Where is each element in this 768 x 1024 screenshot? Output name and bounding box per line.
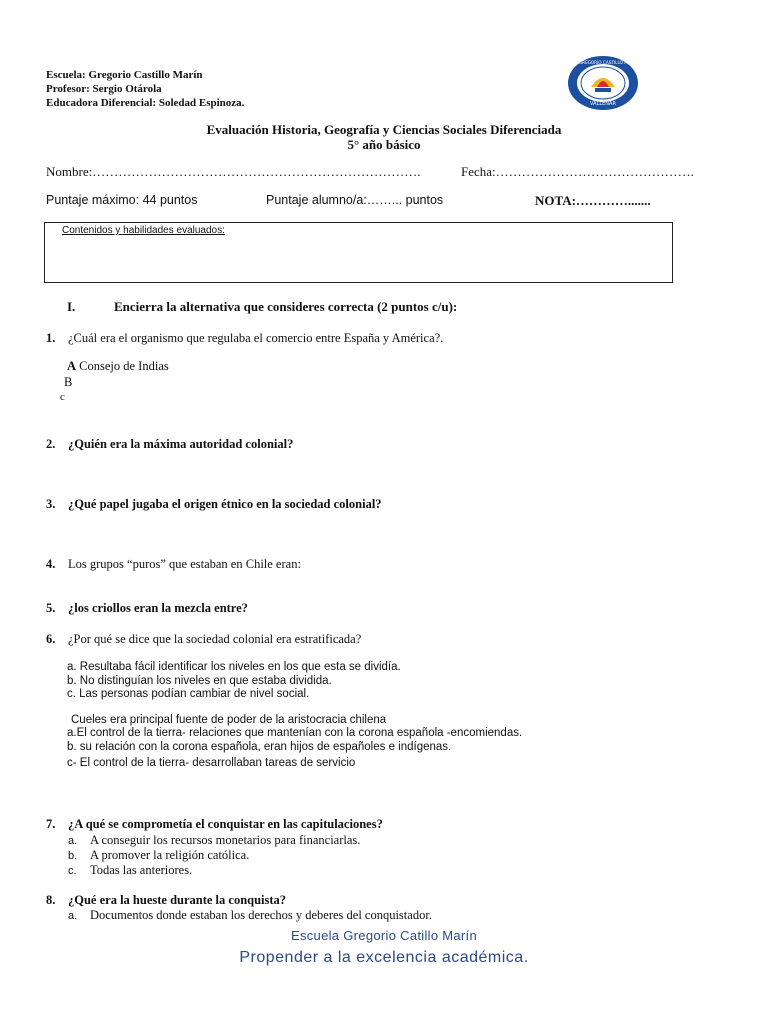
q1-option-c[interactable]: c	[60, 391, 65, 403]
contents-box	[44, 222, 673, 283]
question-8: 8. ¿Qué era la hueste durante la conquista?	[46, 893, 287, 907]
extra-option-a[interactable]: a.El control de la tierra- relaciones que mantenían con la corona española -encomiendas.	[67, 727, 523, 739]
section-instruction: Encierra la alternativa que consideres correcta (2 puntos c/u):	[114, 299, 458, 314]
grade-field[interactable]: NOTA:………….......	[535, 193, 651, 208]
q1-option-b[interactable]: B	[64, 375, 73, 389]
footer-motto: Propender a la excelencia académica.	[239, 949, 529, 966]
question-2: 2. ¿Quién era la máxima autoridad colonial?	[46, 437, 294, 451]
school-logo	[567, 55, 639, 111]
extra-option-b[interactable]: b. su relación con la corona española, eran hijos de españoles e indígenas.	[67, 741, 452, 753]
extra-option-c[interactable]: c- El control de la tierra- desarrollaban tareas de servicio	[67, 757, 356, 769]
name-field[interactable]: Nombre:………………………………………………………………….	[46, 164, 421, 179]
educator-name: Educadora Diferencial: Soledad Espinoza.	[46, 97, 245, 109]
footer-school: Escuela Gregorio Catillo Marín	[290, 928, 478, 943]
section-numeral: I.	[67, 299, 76, 314]
extra-question: Cueles era principal fuente de poder de la aristocracia chilena	[71, 714, 387, 726]
q7-option-a[interactable]: a. A conseguir los recursos monetarios para financiarlas.	[68, 833, 361, 847]
svg-text:ESC. GREGORIO CASTILLO MARÍN: ESC. GREGORIO CASTILLO MARÍN	[567, 60, 639, 65]
q6-option-b[interactable]: b. No distinguían los niveles en que estaba dividida.	[67, 675, 332, 687]
date-field[interactable]: Fecha:……………………………………….	[461, 164, 694, 179]
question-3: 3. ¿Qué papel jugaba el origen étnico en la sociedad colonial?	[46, 497, 382, 511]
grade-level: 5° año básico	[347, 137, 421, 152]
q7-option-c[interactable]: c. Todas las anteriores.	[68, 863, 193, 877]
question-1: 1. ¿Cuál era el organismo que regulaba el comercio entre España y América?.	[46, 331, 444, 345]
q8-option-a[interactable]: a. Documentos donde estaban los derechos y deberes del conquistador.	[68, 908, 432, 922]
max-score: Puntaje máximo: 44 puntos	[46, 193, 198, 207]
q1-option-a[interactable]: A Consejo de Indias	[67, 359, 169, 373]
school-name: Escuela: Gregorio Castillo Marín	[46, 69, 203, 81]
contents-label: Contenidos y habilidades evaluados:	[62, 225, 225, 236]
exam-title: Evaluación Historia, Geografía y Ciencias Sociales Diferenciada	[206, 122, 562, 137]
q6-option-a[interactable]: a. Resultaba fácil identificar los niveles en los que esta se dividía.	[67, 661, 401, 673]
q6-option-c[interactable]: c. Las personas podían cambiar de nivel social.	[67, 688, 310, 700]
question-5: 5. ¿los criollos eran la mezcla entre?	[46, 601, 248, 615]
question-7: 7. ¿A qué se comprometía el conquistar en las capitulaciones?	[46, 817, 383, 831]
teacher-name: Profesor: Sergio Otárola	[46, 83, 162, 95]
student-score-field[interactable]: Puntaje alumno/a:……... puntos	[266, 193, 444, 207]
question-6: 6. ¿Por qué se dice que la sociedad colonial era estratificada?	[46, 632, 362, 646]
question-4: 4. Los grupos “puros” que estaban en Chile eran:	[46, 557, 301, 571]
q7-option-b[interactable]: b. A promover la religión católica.	[68, 848, 250, 862]
svg-text:VALLENAR: VALLENAR	[590, 101, 616, 107]
